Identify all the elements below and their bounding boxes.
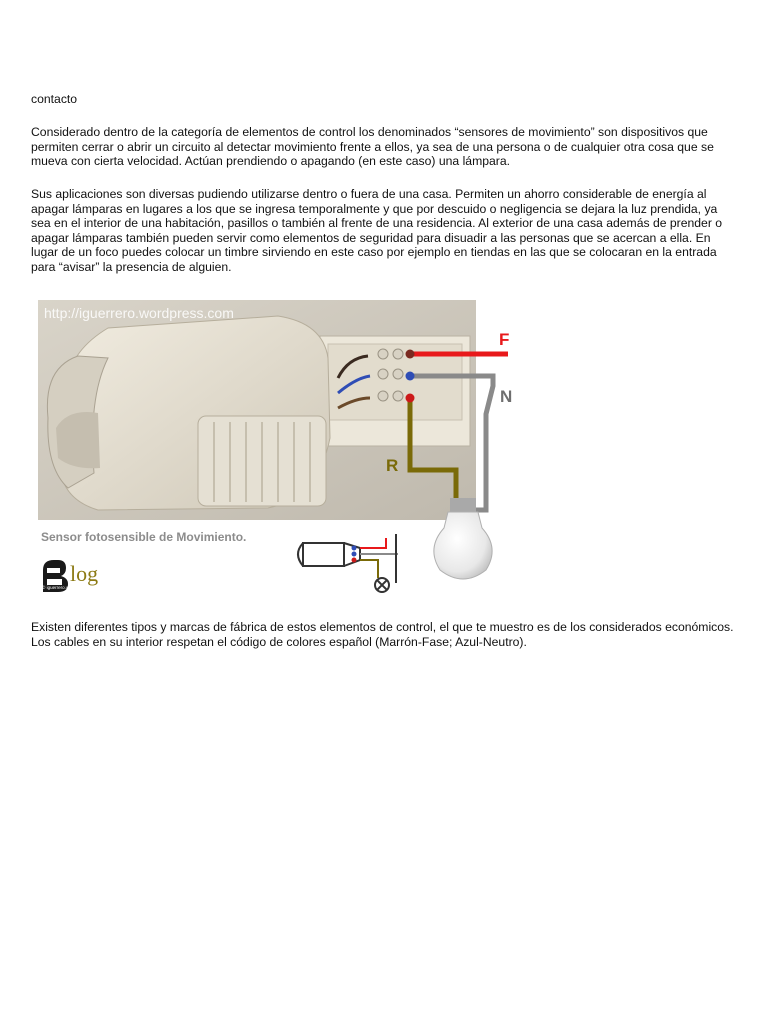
wiring-schematic bbox=[298, 534, 398, 592]
paragraph-intro: Considerado dentro de la categoría de elementos de control los denominados “sensores de movimiento” son dispositivos que permiten cerrar o abrir un circuito al detectar movimiento frente a ellos, ya sea de una persona o de cualquier otra cosa que se mueva con cierta velocidad. Actúan prendiendo o apagando (en este caso) una lámpara. bbox=[31, 125, 714, 169]
paragraph-applications: Sus aplicaciones son diversas pudiendo utilizarse dentro o fuera de una casa. Permiten un ahorro considerable de energía al apagar lámparas en lugares a los que se ingresa temporalmente y que por descuido o negligencia se dejara la luz prendida, ya sea en el interior de una habitación, pasillos o también al frente de una residencia. Al exterior de una casa además de prender o apagar lámparas también pueden servir como elementos de seguridad para disuadir a las personas que se acercan a ella. En lugar de un foco puedes colocar un timbre sirviendo en este caso por ejemplo en tiendas en las que se colocaran en la entrada para “avisar” la presencia de alguien. bbox=[31, 187, 723, 274]
label-neutral: N bbox=[500, 387, 513, 406]
logo-sub: © iguerrero.wordpress.com bbox=[42, 585, 97, 590]
paragraph-types: Existen diferentes tipos y marcas de fábrica de estos elementos de control, el que te muestro es de los considerados económicos. Los cables en su interior respetan el código de colores español (Marrón-Fase; Azul-Neutro). bbox=[31, 620, 734, 649]
logo-text: log bbox=[70, 561, 99, 586]
motion-sensor-body bbox=[47, 316, 330, 510]
blog-logo bbox=[40, 560, 116, 592]
page-heading: contacto bbox=[31, 92, 78, 106]
sensor-wiring-figure bbox=[38, 298, 524, 600]
label-return: R bbox=[386, 456, 399, 475]
figure-caption: Sensor fotosensible de Movimiento. bbox=[41, 530, 247, 544]
label-phase: F bbox=[499, 330, 510, 349]
watermark-url: http://iguerrero.wordpress.com bbox=[44, 305, 234, 321]
